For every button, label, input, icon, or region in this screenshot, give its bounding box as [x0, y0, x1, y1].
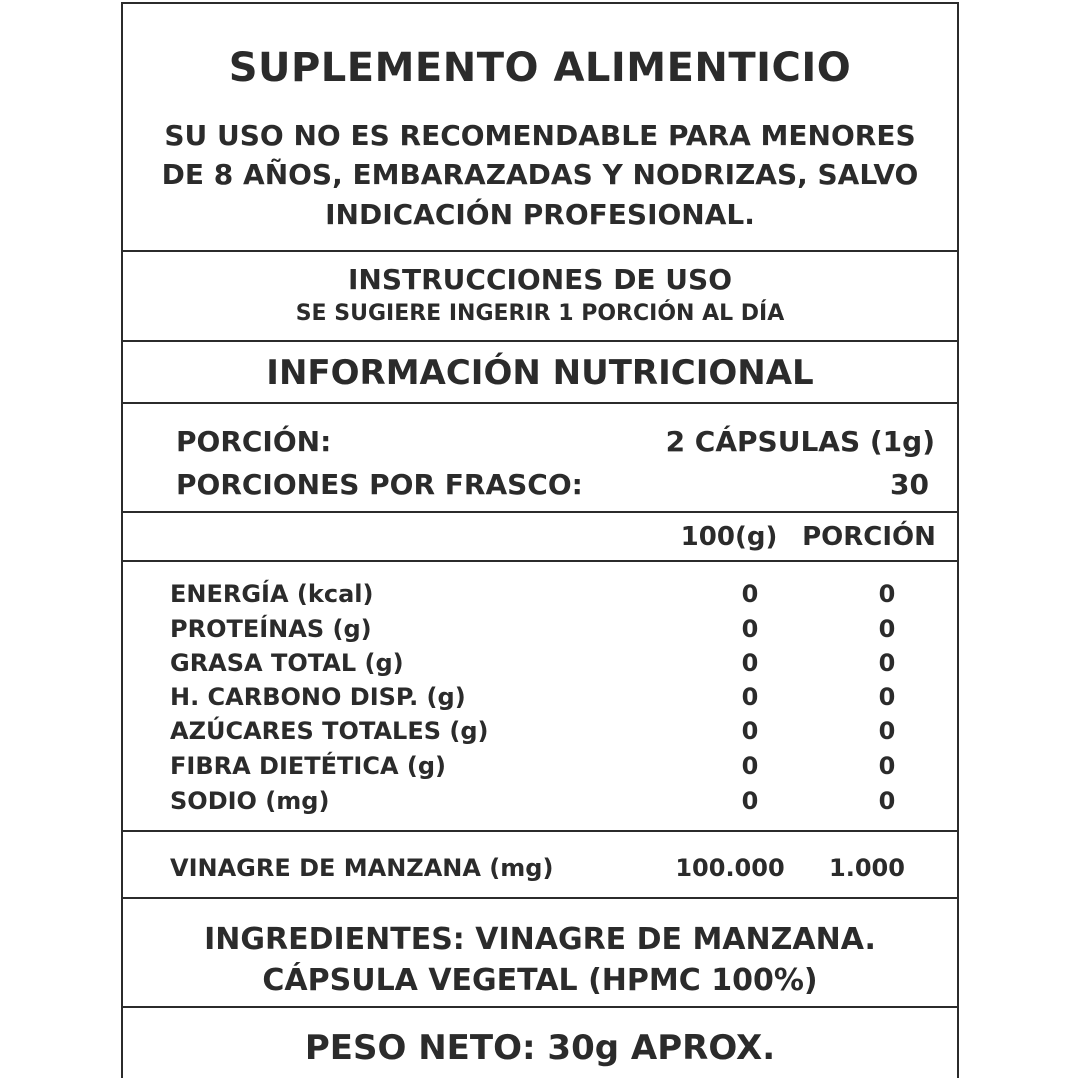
divider [123, 1006, 957, 1008]
nutrient-per100: 0 [741, 615, 759, 643]
nutrient-per-portion: 0 [878, 752, 896, 780]
divider [123, 897, 957, 899]
nutrient-name: FIBRA DIETÉTICA (g) [170, 752, 446, 780]
nutrient-name: H. CARBONO DISP. (g) [170, 683, 466, 711]
active-ingredient-name: VINAGRE DE MANZANA (mg) [170, 854, 554, 882]
nutrient-name: ENERGÍA (kcal) [170, 580, 374, 608]
nutrition-heading: INFORMACIÓN NUTRICIONAL [266, 353, 814, 393]
nutrient-per100: 0 [741, 752, 759, 780]
nutrition-label [121, 2, 959, 1078]
label-title: SUPLEMENTO ALIMENTICIO [228, 45, 852, 91]
column-header-100g: 100(g) [680, 522, 778, 552]
divider [123, 560, 957, 562]
nutrient-name: GRASA TOTAL (g) [170, 649, 404, 677]
warning-line-1: SU USO NO ES RECOMENDABLE PARA MENORES [164, 119, 916, 152]
nutrient-per100: 0 [741, 717, 759, 745]
nutrient-per-portion: 0 [878, 649, 896, 677]
nutrient-per100: 0 [741, 787, 759, 815]
nutrient-per100: 0 [741, 580, 759, 608]
nutrient-per-portion: 0 [878, 717, 896, 745]
portion-value: 2 CÁPSULAS (1g) [665, 425, 935, 458]
divider [123, 250, 957, 252]
ingredients-line-2: CÁPSULA VEGETAL (HPMC 100%) [262, 963, 818, 998]
nutrient-per-portion: 0 [878, 580, 896, 608]
divider [123, 340, 957, 342]
nutrient-name: SODIO (mg) [170, 787, 330, 815]
instructions-text: SE SUGIERE INGERIR 1 PORCIÓN AL DÍA [295, 301, 785, 326]
nutrient-per-portion: 0 [878, 787, 896, 815]
instructions-heading: INSTRUCCIONES DE USO [347, 263, 733, 296]
divider [123, 830, 957, 832]
ingredients-line-1: INGREDIENTES: VINAGRE DE MANZANA. [204, 922, 876, 957]
nutrient-per-portion: 0 [878, 683, 896, 711]
divider [123, 402, 957, 404]
portions-per-bottle-value: 30 [890, 468, 929, 501]
active-ingredient-per100: 100.000 [675, 854, 785, 882]
nutrient-name: PROTEÍNAS (g) [170, 615, 372, 643]
nutrient-per100: 0 [741, 649, 759, 677]
nutrient-per-portion: 0 [878, 615, 896, 643]
net-weight: PESO NETO: 30g APROX. [304, 1028, 776, 1068]
warning-line-3: INDICACIÓN PROFESIONAL. [325, 198, 755, 231]
warning-line-2: DE 8 AÑOS, EMBARAZADAS Y NODRIZAS, SALVO [161, 158, 919, 191]
active-ingredient-per-portion: 1.000 [829, 854, 905, 882]
divider [123, 511, 957, 513]
nutrient-per100: 0 [741, 683, 759, 711]
nutrient-name: AZÚCARES TOTALES (g) [170, 717, 489, 745]
portions-per-bottle-label: PORCIONES POR FRASCO: [176, 468, 583, 501]
column-header-portion: PORCIÓN [802, 522, 936, 552]
portion-label: PORCIÓN: [176, 425, 332, 458]
